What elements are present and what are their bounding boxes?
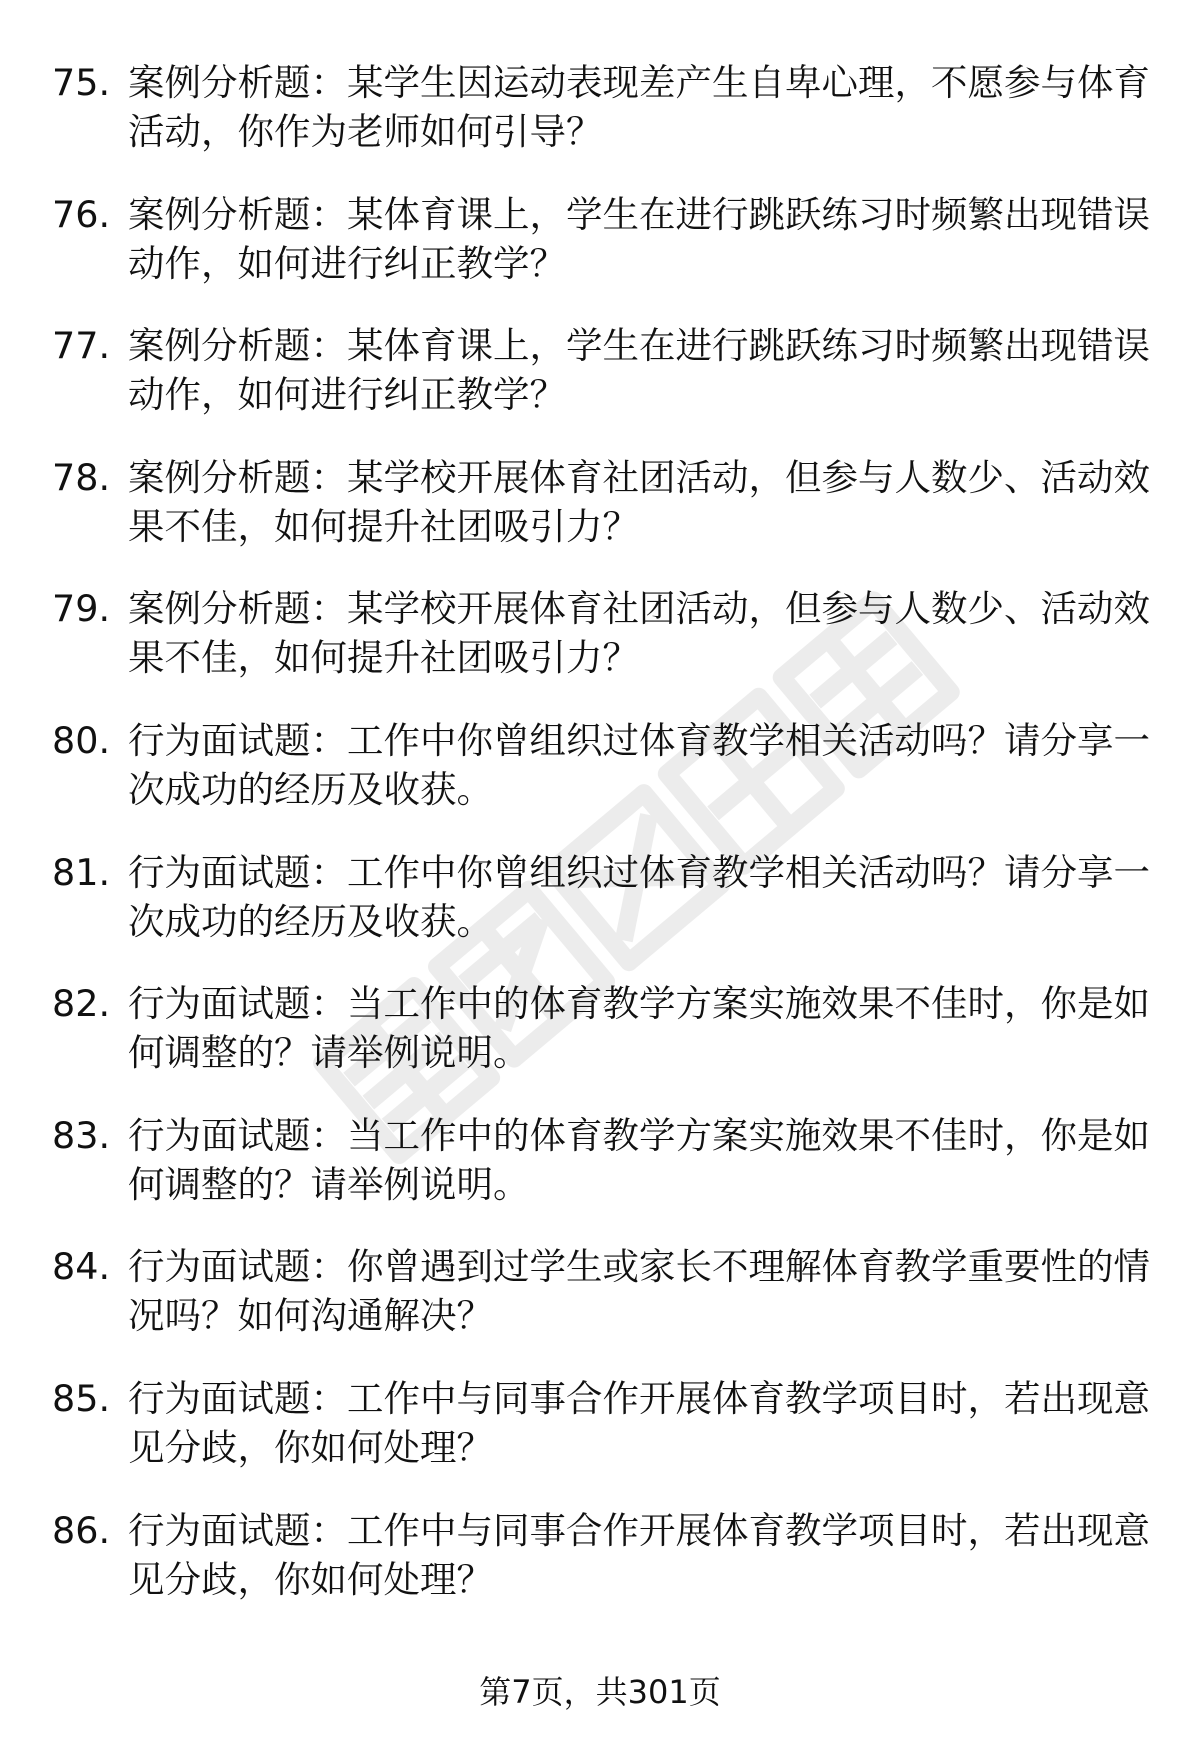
question-text-line: 何调整的？请举例说明。 [128, 1162, 530, 1206]
question-number: 78. [52, 455, 111, 499]
question-text-line: 行为面试题：工作中与同事合作开展体育教学项目时，若出现意 [128, 1376, 1150, 1420]
question-text-line: 行为面试题：工作中你曾组织过体育教学相关活动吗？请分享一 [128, 850, 1150, 894]
question-number: 81. [52, 850, 111, 894]
question-text [128, 1374, 1148, 1472]
question-text-line: 案例分析题：某学校开展体育社团活动，但参与人数少、活动效 [128, 455, 1150, 499]
question-number: 85. [52, 1376, 111, 1420]
question-number: 75. [52, 61, 111, 104]
question-text-line: 何调整的？请举例说明。 [128, 1031, 530, 1075]
question-item [0, 716, 1200, 848]
question-item [0, 321, 1200, 453]
question-text [128, 979, 1148, 1077]
question-text-line: 动作，如何进行纠正教学？ [128, 241, 566, 285]
question-text-line: 案例分析题：某学生因运动表现差产生自卑心理，不愿参与体育 [128, 61, 1150, 104]
question-text [128, 58, 1148, 156]
page-number: 第7页，共301页 [479, 1673, 721, 1711]
question-text [128, 1506, 1148, 1604]
page-footer [0, 1672, 1200, 1712]
question-text-line: 行为面试题：工作中你曾组织过体育教学相关活动吗？请分享一 [128, 718, 1150, 762]
question-text-line: 行为面试题：当工作中的体育教学方案实施效果不佳时，你是如 [128, 982, 1150, 1026]
question-text-line: 案例分析题：某体育课上，学生在进行跳跃练习时频繁出现错误 [128, 324, 1150, 368]
question-item [0, 848, 1200, 980]
question-item [0, 584, 1200, 716]
question-number: 77. [52, 324, 111, 368]
question-text-line: 行为面试题：你曾遇到过学生或家长不理解体育教学重要性的情 [128, 1245, 1150, 1289]
question-item [0, 190, 1200, 322]
question-item [0, 1242, 1200, 1374]
question-item [0, 1506, 1200, 1638]
question-text [128, 584, 1148, 682]
question-text-line: 案例分析题：某学校开展体育社团活动，但参与人数少、活动效 [128, 587, 1150, 631]
question-text-line: 见分歧，你如何处理？ [128, 1425, 493, 1469]
question-text-line: 活动，你作为老师如何引导？ [128, 110, 603, 153]
question-text-line: 行为面试题：当工作中的体育教学方案实施效果不佳时，你是如 [128, 1113, 1150, 1157]
question-item [0, 979, 1200, 1111]
question-item [0, 453, 1200, 585]
question-number: 82. [52, 982, 111, 1026]
question-item [0, 58, 1200, 190]
question-text [128, 716, 1148, 814]
question-text-line: 况吗？如何沟通解决？ [128, 1294, 493, 1338]
question-text-line: 次成功的经历及收获。 [128, 767, 493, 811]
question-text-line: 次成功的经历及收获。 [128, 899, 493, 943]
question-text-line: 行为面试题：工作中与同事合作开展体育教学项目时，若出现意 [128, 1508, 1150, 1552]
question-number: 84. [52, 1245, 111, 1289]
question-item [0, 1374, 1200, 1506]
question-number: 76. [52, 192, 111, 236]
question-text-line: 案例分析题：某体育课上，学生在进行跳跃练习时频繁出现错误 [128, 192, 1150, 236]
question-text-line: 见分歧，你如何处理？ [128, 1557, 493, 1601]
question-number: 79. [52, 587, 111, 631]
question-text-line: 果不佳，如何提升社团吸引力？ [128, 636, 639, 680]
question-number: 86. [52, 1508, 111, 1552]
question-text-line: 果不佳，如何提升社团吸引力？ [128, 504, 639, 548]
question-text [128, 453, 1148, 551]
question-text [128, 848, 1148, 946]
question-text [128, 1242, 1148, 1340]
question-text-line: 动作，如何进行纠正教学？ [128, 373, 566, 417]
question-text [128, 1111, 1148, 1209]
question-item [0, 1111, 1200, 1243]
question-list [0, 58, 1200, 1637]
question-number: 80. [52, 718, 111, 762]
question-text [128, 190, 1148, 288]
question-text [128, 321, 1148, 419]
question-number: 83. [52, 1113, 111, 1157]
